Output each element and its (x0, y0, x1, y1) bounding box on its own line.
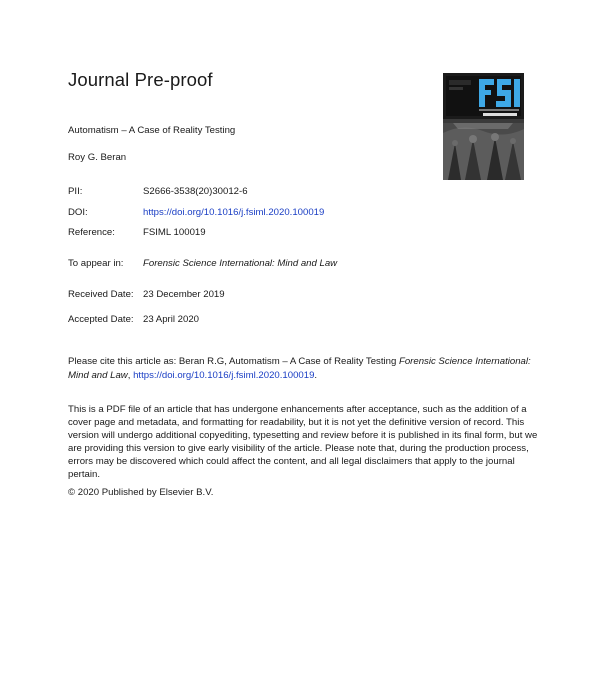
reference-value: FSIML 100019 (143, 227, 206, 238)
received-date-label: Received Date: (68, 289, 134, 300)
appear-in-value: Forensic Science International: Mind and Law (143, 258, 338, 269)
reference-label: Reference: (68, 227, 115, 238)
citation-suffix: . (314, 370, 318, 381)
doi-label: DOI: (68, 207, 88, 218)
citation-doi-link[interactable]: https://doi.org/10.1016/j.fsiml.2020.100019 (133, 370, 315, 381)
citation-paragraph (68, 355, 538, 383)
pii-value: S2666-3538(20)30012-6 (143, 186, 248, 197)
citation-journal: Forensic Science International: Mind and Law (68, 356, 531, 381)
accepted-date-value: 23 April 2020 (143, 314, 200, 325)
citation-prefix: Please cite this article as: Beran R.G, Automatism – A Case of Reality Testing (68, 356, 399, 367)
pii-label: PII: (68, 186, 83, 197)
article-title: Automatism – A Case of Reality Testing (68, 125, 236, 136)
article-author: Roy G. Beran (68, 152, 127, 163)
copyright-notice: © 2020 Published by Elsevier B.V. (68, 487, 214, 498)
doi-link[interactable]: https://doi.org/10.1016/j.fsiml.2020.100019 (143, 207, 325, 218)
citation-separator: , (127, 370, 134, 381)
appear-in-label: To appear in: (68, 258, 124, 269)
journal-pre-proof-heading: Journal Pre-proof (68, 69, 213, 90)
received-date-value: 23 December 2019 (143, 289, 225, 300)
journal-cover-image (443, 73, 524, 180)
accepted-date-label: Accepted Date: (68, 314, 134, 325)
pre-proof-notice: This is a PDF file of an article that has undergone enhancements after acceptance, such as the addition of a cover page and metadata, and formatting for readability, but it is not yet the definitive version of record. This version will undergo additional copyediting, typesetting and review before it is published in its final form, but we are providing this version to give early visibility of the article. Please note that, during the production process, errors may be discovered which could affect the content, and all legal disclaimers that apply to the journal pertain. (68, 404, 538, 480)
